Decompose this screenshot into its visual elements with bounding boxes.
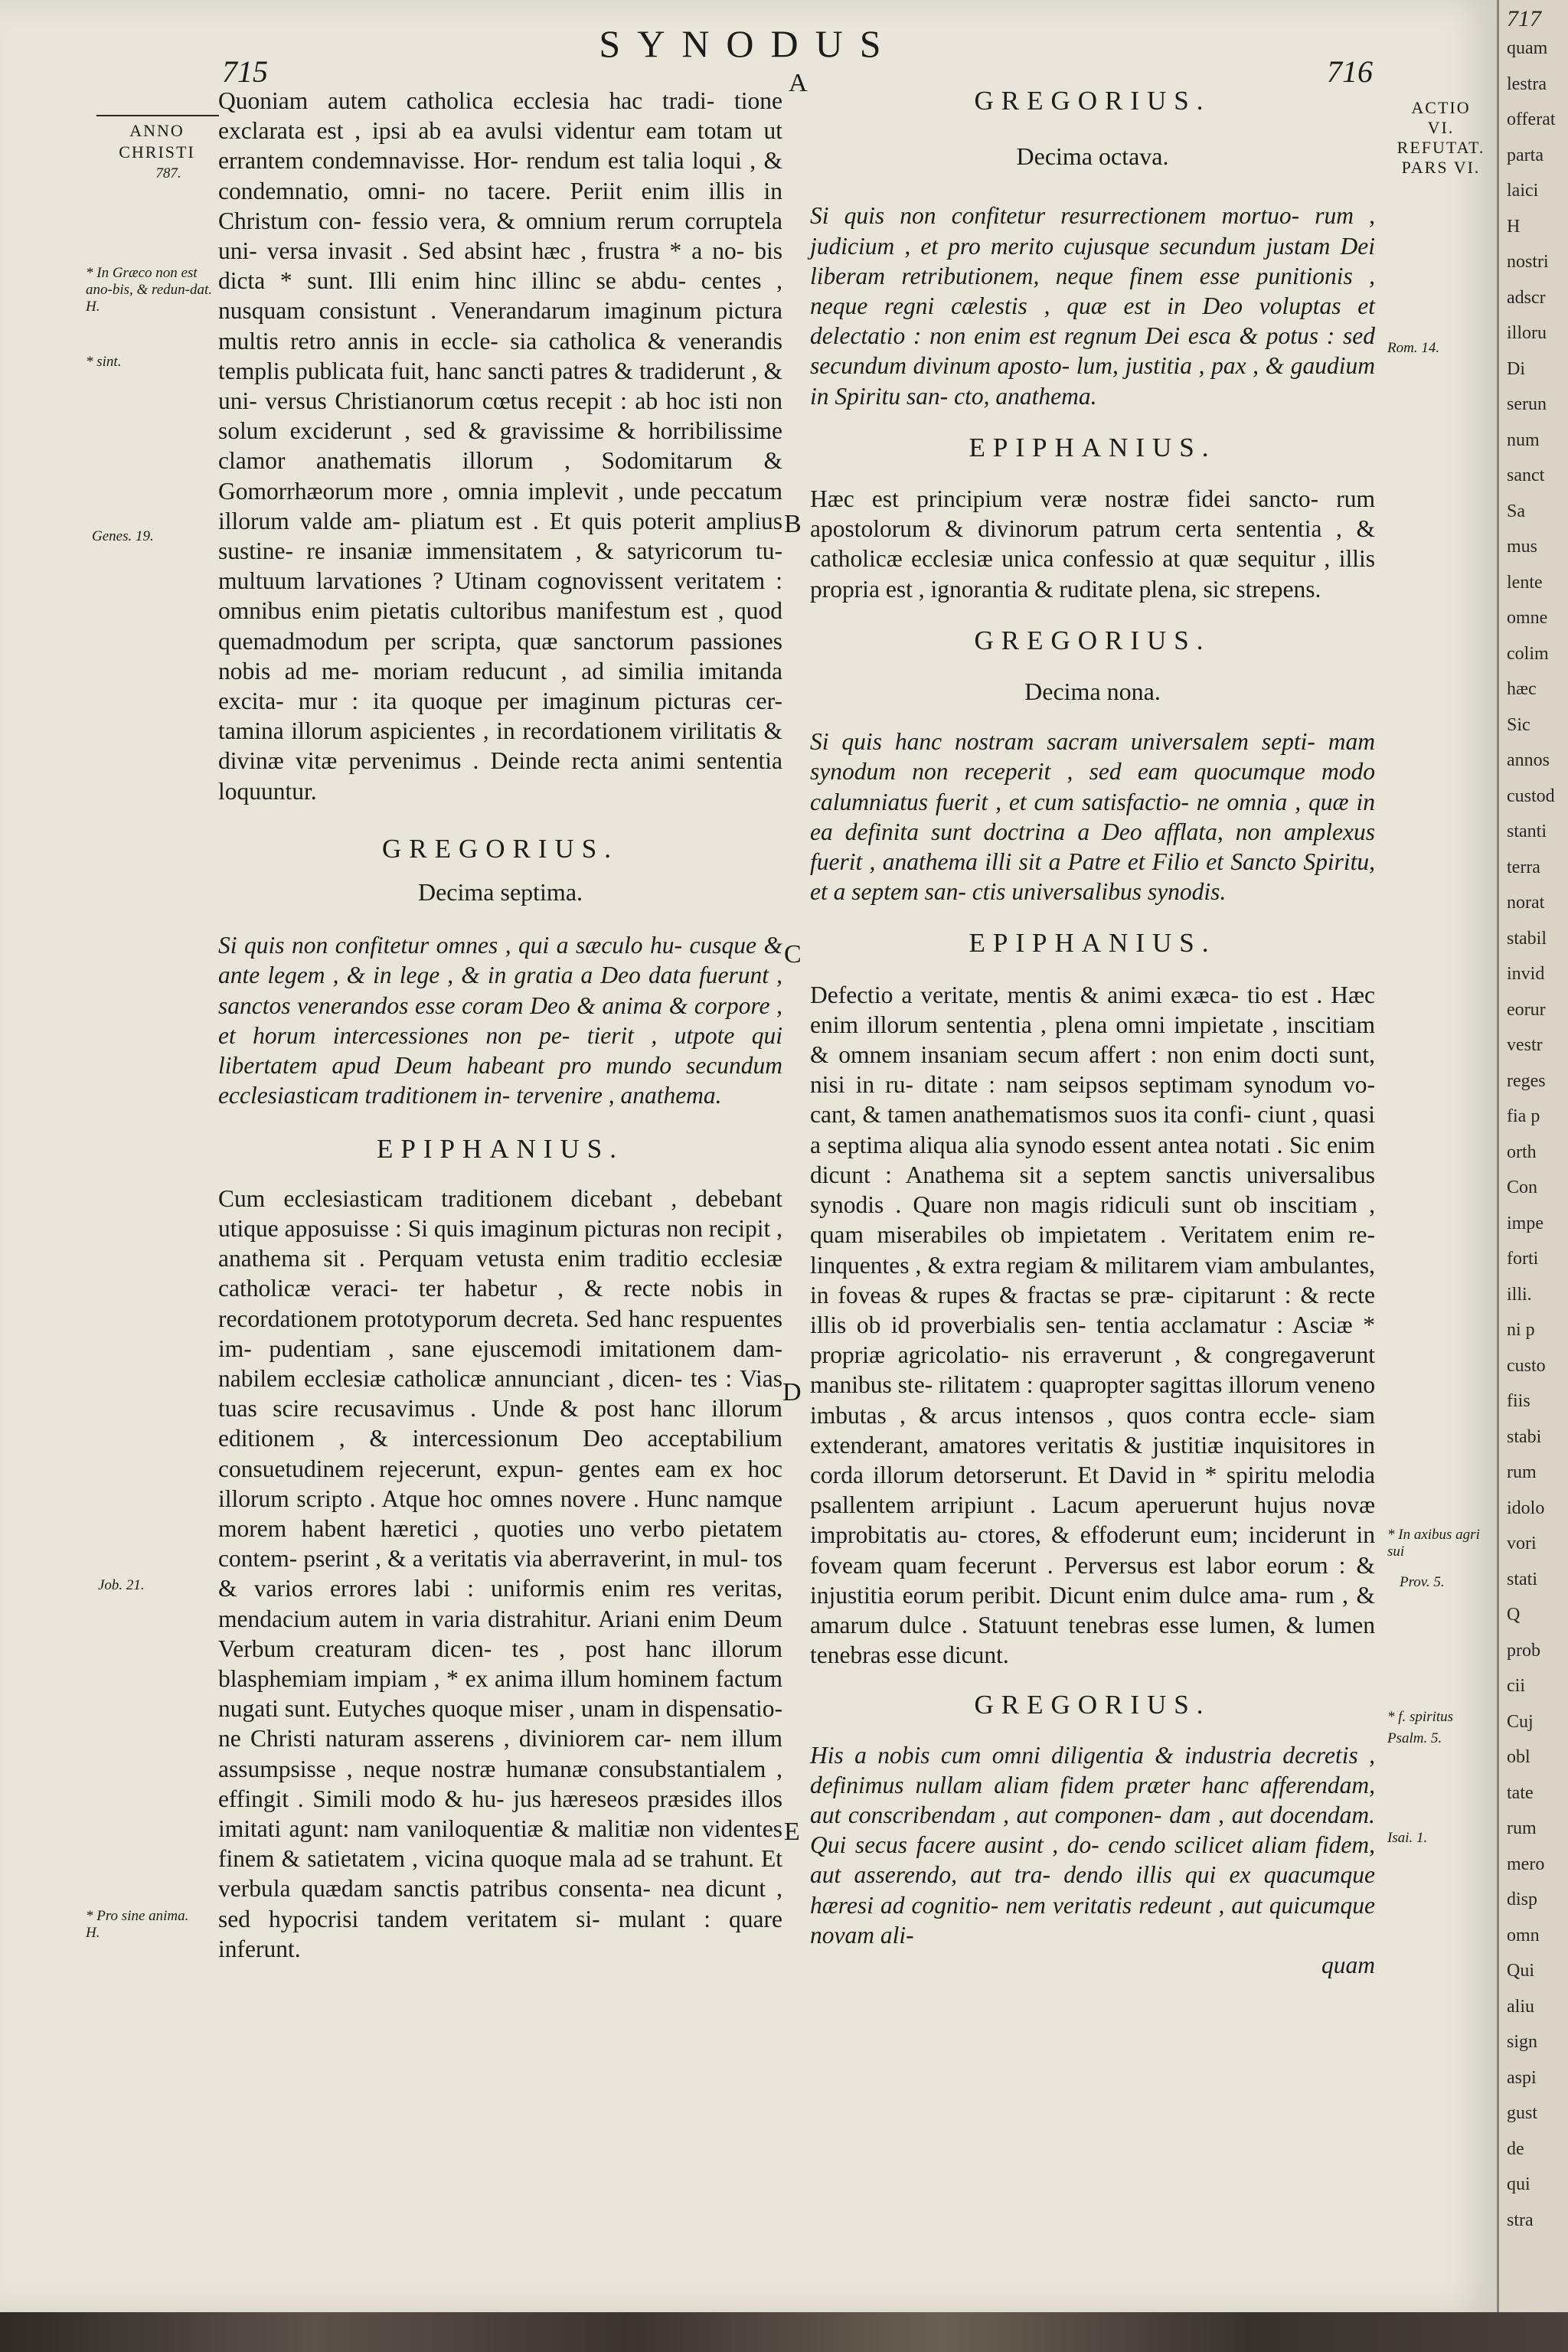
next-page-fragment: omn	[1507, 1925, 1540, 1945]
next-page-fragment: orth	[1507, 1142, 1537, 1162]
next-page-fragment: sign	[1507, 2032, 1538, 2052]
next-page-fragment: cii	[1507, 1676, 1525, 1696]
heading-epiphanius-17: EPIPHANIUS.	[377, 1133, 624, 1164]
next-page-fragment: de	[1507, 2138, 1524, 2159]
next-page-fragment: rum	[1507, 1462, 1537, 1482]
next-page-fragment: H	[1507, 216, 1521, 237]
margin-actio	[1387, 98, 1494, 178]
heading-gregorius-19: GREGORIUS.	[974, 625, 1211, 655]
right-column	[810, 86, 1375, 1980]
next-page-fragment: lente	[1507, 572, 1543, 593]
next-page-fragment: fiis	[1507, 1391, 1530, 1411]
next-page-fragment: aliu	[1507, 1996, 1534, 2017]
next-page-fragment: obl	[1507, 1747, 1530, 1767]
next-page-fragment: hæc	[1507, 679, 1537, 699]
heading-gregorius-final: GREGORIUS.	[974, 1690, 1211, 1720]
next-page-fragment: sanct	[1507, 466, 1545, 485]
page-number-right: 716	[1327, 54, 1373, 89]
next-page-fragment: Con	[1507, 1178, 1538, 1197]
next-page-fragment: disp	[1507, 1890, 1538, 1909]
margin-christi: CHRISTI	[119, 142, 195, 162]
next-page-fragment: rum	[1507, 1818, 1537, 1838]
margin-note-genesis: Genes. 19.	[92, 528, 154, 544]
next-page-fragment: Qui	[1507, 1961, 1534, 1981]
next-page-fragment: fia p	[1507, 1106, 1540, 1126]
section-letter-e: E	[784, 1818, 800, 1846]
heading-epiphanius-19: EPIPHANIUS.	[969, 928, 1217, 959]
next-page-fragment: Cuj	[1507, 1711, 1534, 1732]
left-paragraph-1: Quoniam autem catholica ecclesia hac tradi- tione exclarata est , ipsi ab ea avulsi videntur eam totam ut errantem condemnavisse. Hor- rendum est talia loqui , & condemnatio, omni- no tacere. Periit enim illis in Christum con- fessio vera, & omnium rerum corruptela uni- versa invasit . Sed absint hæc , frustra * a no- bis dicta * sunt. Illi enim hinc illinc se abdu- centes , nusquam consistunt . Venerandarum imaginum pictura multis retro annis in eccle- sia catholica & venerandis templis publicata fuit, hanc sancti patres & tradiderunt , & uni- versus Christianorum cœtus recepit : ab hoc isti non solum exciderunt , sed & gravissime & horribilissime clamor anathematis illorum , Sodomitarum & Gomorrhæorum more , omnia implevit , unde peccatum illorum valde am- pliatum est . Et quis poterit amplius sustine- re insaniæ immensitatem , & satyricorum tu- multuum larvationes ? Utinam cognovissent veritatem : omnibus enim pietatis cultoribus manifestum est , quod quemadmodum per scripta, quæ sanctorum passiones nobis ad me- moriam reducunt , ad similia imitanda excita- mur : ita quoque per imaginum picturas cer- tamina illorum aspicientes , in recordationem virilitatis & divinæ vitæ pervenimus . Deinde recta animi sententia loquuntur.	[218, 87, 782, 805]
next-page-fragment: Di	[1507, 358, 1525, 379]
pars-label: PARS VI.	[1401, 158, 1481, 177]
next-page-fragment: prob	[1507, 1640, 1540, 1661]
next-page-fragment: terra	[1507, 857, 1540, 877]
next-page-fragment: invid	[1507, 964, 1545, 984]
canon-18: Si quis non confitetur resurrectionem mortuo- rum , judicium , et pro merito cujusque secundum justam Dei liberam retributionem, neque finem esse punitionis , neque regni cælestis , quæ est in Deo voluptas et delectatio : non enim est regnum Dei esca & potus : sed secundum divinum aposto- lum, justitia , pax , & gaudium in Spiritu san- cto, anathema.	[810, 202, 1375, 410]
next-page-fragment: serun	[1507, 394, 1547, 414]
next-page-fragment: lestra	[1507, 74, 1547, 94]
next-page-fragment: colim	[1507, 643, 1549, 664]
next-page-fragment: eorur	[1507, 999, 1546, 1020]
next-page-fragment: idolo	[1507, 1498, 1545, 1518]
right-paragraph-2: Hæc est principium veræ nostræ fidei sancto- rum apostolorum & divinorum patrum certa sententia , & catholicæ ecclesiæ unica confessio at quæ sequitur , illis propria est , ignorantia & ruditate plena, sic strepens.	[810, 485, 1375, 603]
section-letter-b: B	[784, 510, 802, 538]
next-page-fragment: laici	[1507, 181, 1539, 201]
next-page-fragment: quam	[1507, 38, 1548, 58]
next-page-fragment: adscr	[1507, 287, 1546, 308]
next-page-fragment: illi.	[1507, 1284, 1532, 1305]
next-page-fragment: nostri	[1507, 252, 1549, 272]
next-page-fragment: gust	[1507, 2103, 1538, 2123]
next-page-fragment: Sa	[1507, 501, 1525, 521]
header-rule	[96, 115, 219, 116]
heading-gregorius-18: GREGORIUS.	[974, 86, 1211, 116]
next-page-fragment: stati	[1507, 1569, 1537, 1589]
next-page-number: 717	[1507, 6, 1541, 31]
margin-note-prov: Prov. 5.	[1400, 1574, 1445, 1590]
margin-note-sint: * sint.	[86, 354, 122, 370]
next-page-edge	[1497, 0, 1568, 2312]
subheading-decima-nona: Decima nona.	[1024, 678, 1161, 706]
next-page-fragment: qui	[1507, 2174, 1530, 2194]
right-paragraph-4: Defectio a veritate, mentis & animi exæca- tio est . Hæc enim illorum sententia , plena omni impietate , inscitiam & omnem insaniam secum affert : non enim docti sunt, nisi in ru- ditate : nam seipsos septimam synodum vo- cant, & tamen anathematismos suos ita confi- ciunt , quasi a septima aliqua alia synodo essent antea notati . Sic enim dicunt : Anathema sit a septem sanctis universalibus synodis . Quare non magis ridiculi sunt ob inscitiam , quam miserabiles ob impietatem . Veritatem enim re- linquentes , & extra regiam & militarem viam ambulantes, in foveas & rupes & fractas se præ- cipitarunt : & recte illis ob id proverbialis sen- tentia acclamatur : Asciæ * propriæ agricolatio- nis erraverunt , & congregaverunt manibus ste- rilitatem : quapropter sagittas illorum veneno imbutas , & arcus intensos , quos contra eccle- siam extenderant, amatores veritatis & justitiæ inquisitores in corda illorum detorserunt. Et David in * spiritu melodia psallentem arripiunt . Lacum aperuerunt hujus novæ improbitatis au- ctores, & effoderunt eum; inciderunt in foveam quam fecerunt . Perversus est labor eorum : & injustitia eorum peribit. Dicunt enim dulce ama- rum , & amarum dulce . Statuunt tenebras esse lumen, & lumen tenebras esse dicunt.	[810, 981, 1375, 1669]
left-paragraph-3: Cum ecclesiasticam traditionem dicebant , debebant utique apposuisse : Si quis imaginum picturas non recipit , anathema sit . Perquam vetusta enim traditio ecclesiæ catholicæ veraci- ter habetur , & recte nobis in recordationem prototyporum decreta. Sed hanc respuentes im- pudentiam , sane ejuscemodi imitationem dam- nabilem ecclesiæ catholicæ annunciant , dicen- tes : Vias tuas scire recusavimus . Unde & post hanc illorum editionem , & intercessionum Deo acceptabilium consuetudinem rejecerunt, expun- gentes eam ex hoc illorum scripto . Atque hoc omnes novere . Hunc namque morem habent hæretici , quoties uno verbo pietatem contem- pserint , & a veritatis via aberraverint, in mul- tos & varios errores labi : uniformis enim res veritas, mendacium autem in varia distrahitur. Ariani enim Deum Verbum creaturam dicen- tes , post hanc illorum blasphemiam impiam , * ex anima illum hominem factum nugati sunt. Eutyches quoque miser , unam in dispensatio- ne Christi naturam asserens , diviniorem car- nem illum assumpsisse , neque nostræ humanæ consubstantialem , effingit . Simili modo & hu- jus hæreseos præsides illos imitati agunt: nam vaniloquentiæ & malitiæ non videntes finem & satietatem , vicina quoque mala ad se trahunt. Et verbula quædam sanctis patribus consenta- nea dicunt , sed hypocrisi tandem veritatem si- mulant : quare inferunt.	[218, 1184, 782, 1962]
next-page-fragment: Sic	[1507, 714, 1530, 735]
actio-number: VI.	[1427, 118, 1455, 137]
next-page-fragment: stabil	[1507, 928, 1547, 949]
next-page-fragment: vestr	[1507, 1035, 1543, 1055]
heading-epiphanius-18: EPIPHANIUS.	[969, 432, 1217, 462]
subheading-decima-septima: Decima septima.	[417, 878, 583, 906]
next-page-fragment: stra	[1507, 2210, 1534, 2230]
next-page-fragment: forti	[1507, 1249, 1539, 1269]
canon-19: Si quis hanc nostram sacram universalem septi- mam synodum non receperit , sed eam quocumque modo calumniatus fuerit , et cum satisfactio- ne omnia , quæ in ea definita sunt doctrina a Deo afflata, non amplexus fuerit , anathema illi sit a Patre et Filio et Sancto Spiritu, et a septem san- ctis universalibus synodis.	[810, 728, 1375, 906]
page-number-left: 715	[222, 54, 268, 89]
next-page-fragment: offerat	[1507, 109, 1556, 129]
next-page-fragment: custod	[1507, 786, 1555, 806]
next-page-fragment: num	[1507, 430, 1540, 450]
actio-label: ACTIO	[1411, 98, 1471, 117]
section-letter-a: A	[789, 69, 808, 97]
next-page-fragment: mero	[1507, 1854, 1545, 1874]
next-page-fragment: aspi	[1507, 2067, 1537, 2088]
background-strip	[0, 2312, 1568, 2352]
next-page-fragment: stanti	[1507, 822, 1547, 841]
left-column	[218, 86, 782, 1964]
refutat-label: REFUTAT.	[1396, 138, 1485, 157]
next-page-fragment: stabi	[1507, 1426, 1542, 1447]
canon-17: Si quis non confitetur omnes , qui a sæculo hu- cusque & ante legem , & in lege , & in gratia a Deo data fuerunt , sanctos venerandos esse coram Deo & anima & corpore , et horum intercessiones non pe- tierit , utpote qui libertatem apud Deum habeant pro mundo secundum ecclesiasticam traditionem in- tervenire , anathema.	[218, 932, 782, 1109]
next-page-fragment: ni p	[1507, 1320, 1535, 1340]
margin-anno: ANNO	[129, 121, 185, 140]
margin-note-rom: Rom. 14.	[1387, 340, 1440, 356]
next-page-fragment: tate	[1507, 1782, 1534, 1803]
margin-note-psalm: Psalm. 5.	[1387, 1730, 1442, 1746]
next-page-fragment: parta	[1507, 145, 1544, 165]
running-title: SYNODUS	[599, 22, 898, 65]
next-page-fragment: impe	[1507, 1213, 1544, 1233]
next-page-fragment: vori	[1507, 1534, 1537, 1553]
section-letter-d: D	[782, 1378, 802, 1406]
margin-year: 787.	[155, 165, 181, 181]
next-page-fragment: mus	[1507, 537, 1538, 557]
margin-note-isai: Isai. 1.	[1387, 1830, 1428, 1846]
next-page-fragment: omne	[1507, 608, 1548, 628]
margin-note-in-axibus: * In axibus agri sui	[1387, 1527, 1480, 1560]
final-decree: His a nobis cum omni diligentia & industria decretis , definimus nullam aliam fidem præter hanc afferendam, aut conscribendam , aut componen- dam , aut docendam. Qui secus facere ausint , do- cendo scilicet aliam fidem, aut asserendo, aut tra- dendo illis qui ex quacumque hæresi ad cognitio- nem veritatis redeunt , aut quicumque novam ali-	[810, 1741, 1375, 1949]
section-letter-c: C	[784, 940, 802, 969]
next-page-fragment: reges	[1507, 1070, 1546, 1091]
subheading-decima-octava: Decima octava.	[1016, 142, 1169, 171]
margin-note-job: Job. 21.	[98, 1577, 145, 1593]
margin-note-greek: * In Græco non est ano-bis, & redun-dat. H.	[86, 265, 213, 315]
next-page-fragment: illoru	[1507, 323, 1547, 343]
next-page-fragment: norat	[1507, 893, 1545, 913]
next-page-fragment: Q	[1507, 1605, 1521, 1625]
margin-note-spiritus: * f. spiritus	[1387, 1709, 1454, 1725]
margin-note-sine-anima: * Pro sine anima. H.	[86, 1908, 189, 1941]
next-page-fragment: custo	[1507, 1355, 1546, 1376]
next-page-fragment: annos	[1507, 750, 1550, 770]
catchword: quam	[1321, 1951, 1375, 1978]
heading-gregorius-17: GREGORIUS.	[381, 833, 619, 864]
